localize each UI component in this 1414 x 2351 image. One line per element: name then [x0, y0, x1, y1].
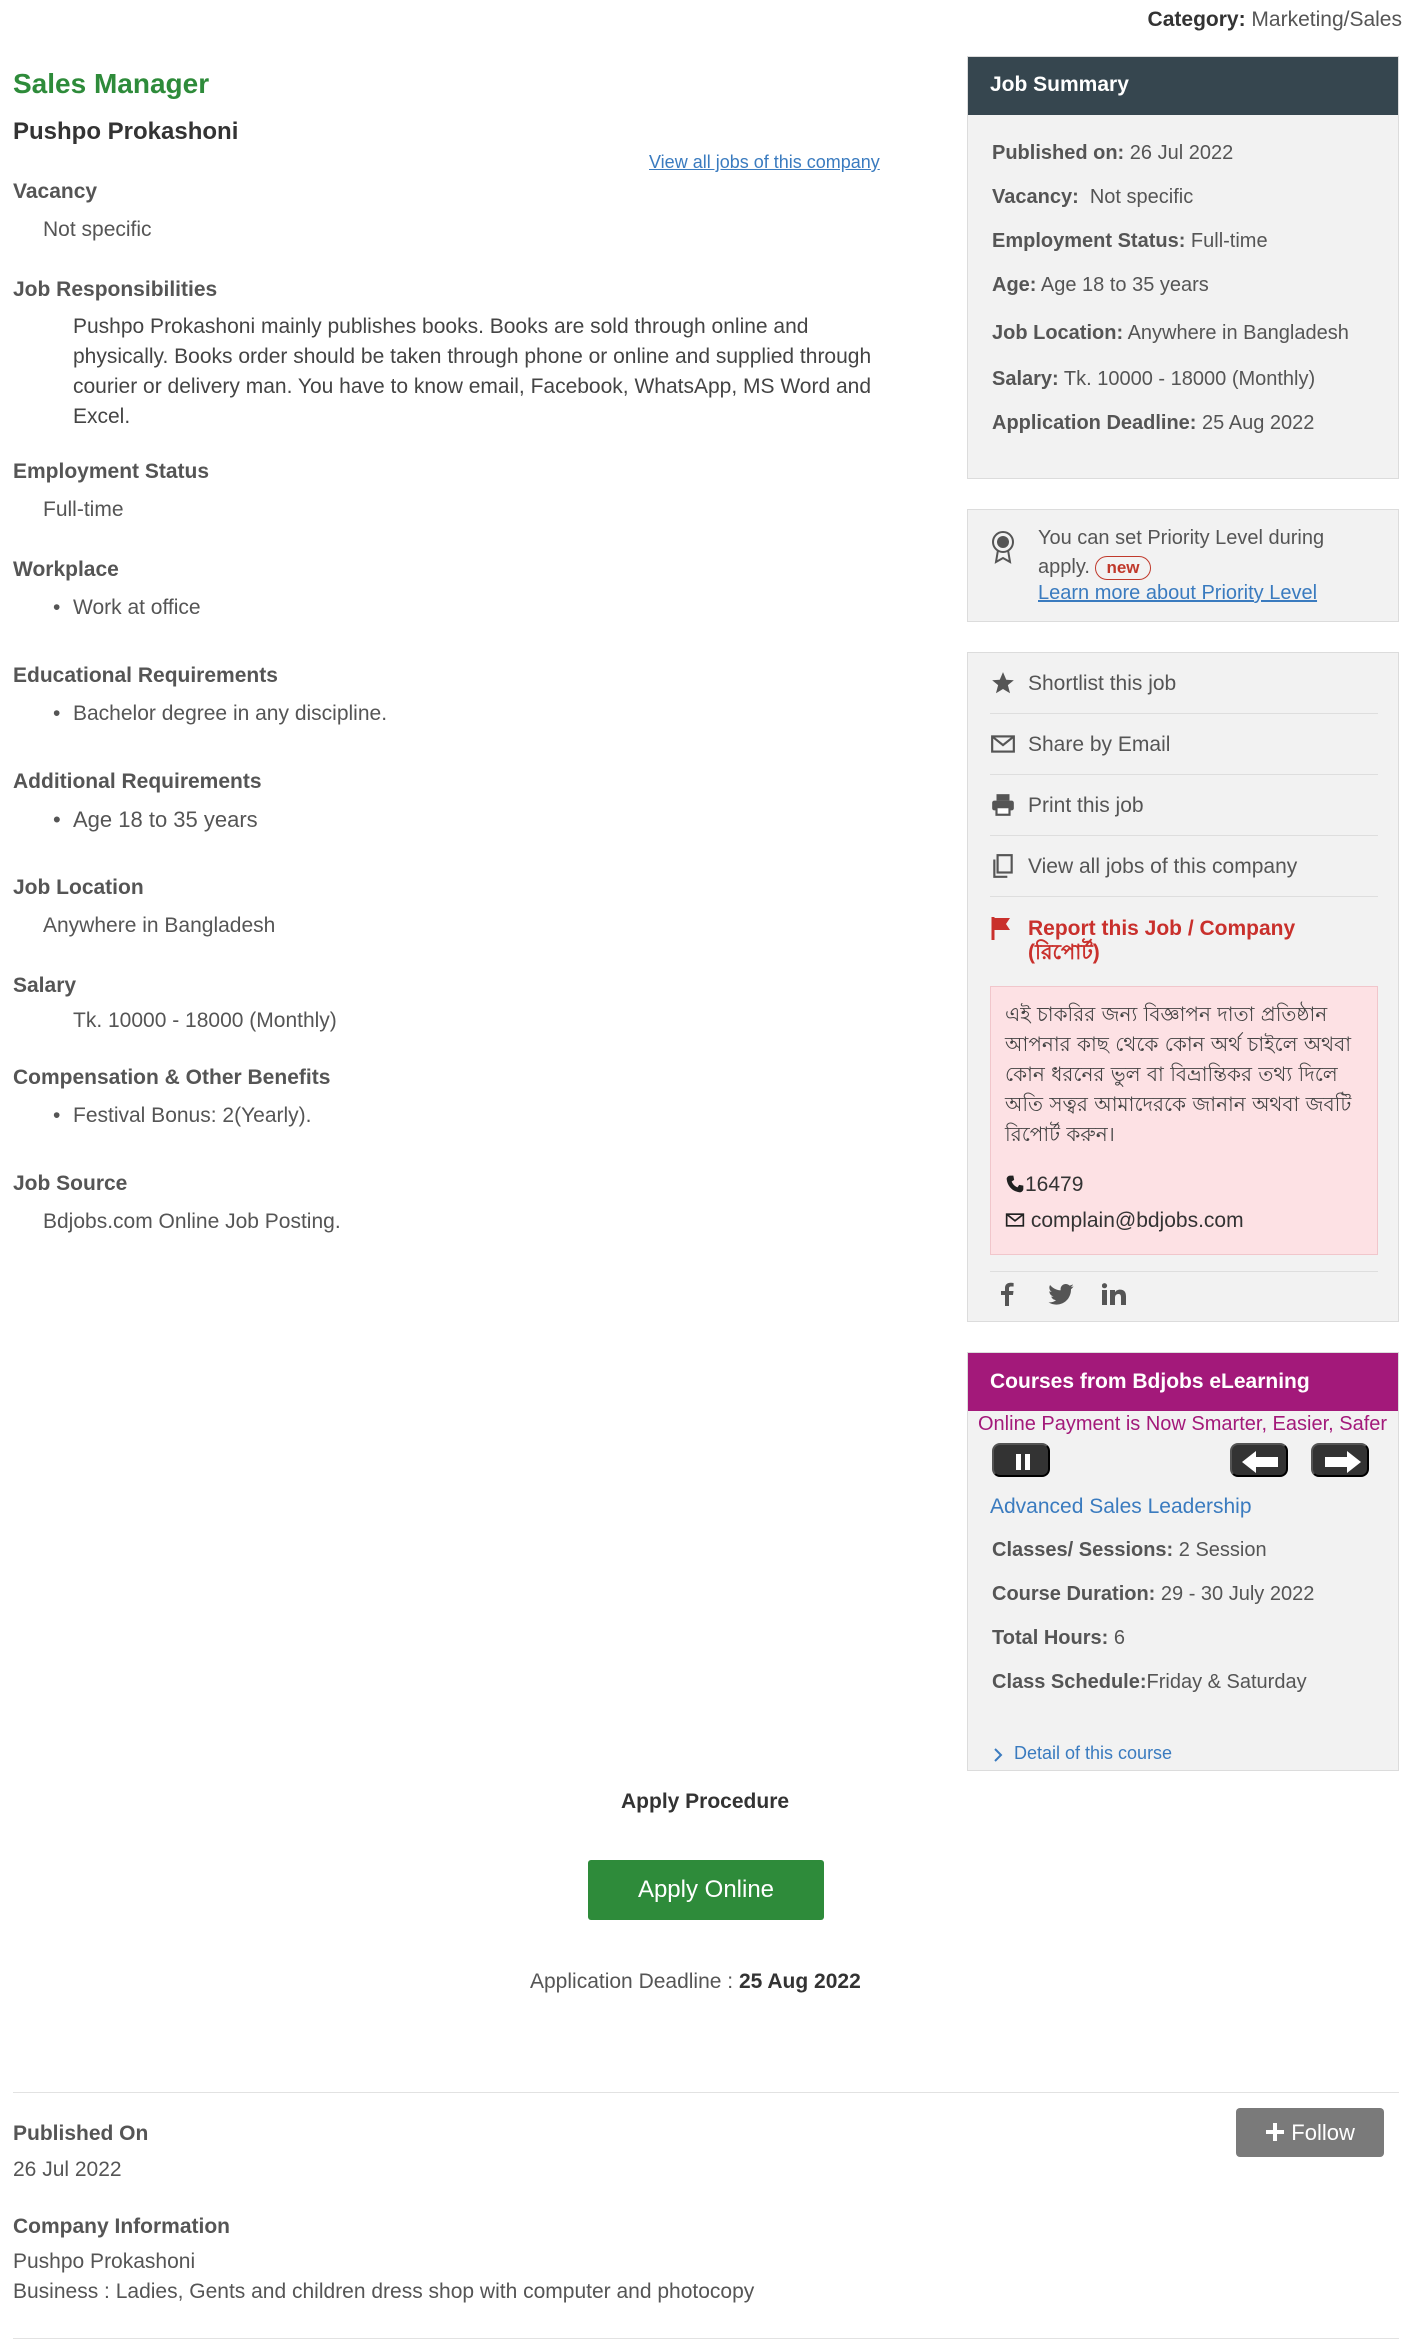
medal-icon	[990, 530, 1016, 564]
priority-learn-more-link[interactable]: Learn more about Priority Level	[1038, 582, 1318, 604]
actions-box: Shortlist this job Share by Email Print this job View all jobs of this company Report this Job / Company (রিপোর্ট) এই চাকরির জন্য বিজ্ঞাপন দাতা প্রতিষ্ঠান আপনার কাছ থেকে কোন অর্থ চাইলে অথবা কোন ধরনের ভুল বা বিভ্রান্তিকর তথ্য দিলে অতি সত্বর আমাদেরকে জানান অথবা জবটি রিপোর্ট করুন। 16479 complain@bdjobs.com	[967, 652, 1399, 1322]
additional-heading: Additional Requirements	[13, 770, 262, 793]
summary-vacancy: Vacancy: Not specific	[992, 186, 1194, 208]
additional-item: • Age 18 to 35 years	[73, 807, 258, 833]
summary-published: Published on: 26 Jul 2022	[992, 142, 1234, 164]
divider	[13, 2092, 1399, 2093]
course-sessions: Classes/ Sessions: 2 Session	[992, 1539, 1267, 1561]
courses-promo-text: Online Payment is Now Smarter, Easier, Safer	[978, 1413, 1388, 1435]
company-business: Business : Ladies, Gents and children dress shop with computer and photocopy	[13, 2280, 755, 2303]
view-all-jobs-link[interactable]: View all jobs of this company	[649, 152, 880, 172]
pause-button[interactable]	[992, 1443, 1050, 1477]
pause-icon	[994, 1445, 1052, 1479]
benefits-item: • Festival Bonus: 2(Yearly).	[73, 1104, 312, 1128]
divider	[13, 2338, 1399, 2339]
summary-employment: Employment Status: Full-time	[992, 230, 1268, 252]
summary-deadline: Application Deadline: 25 Aug 2022	[992, 412, 1315, 434]
twitter-icon[interactable]	[1048, 1284, 1074, 1305]
view-all-jobs-action[interactable]: View all jobs of this company	[990, 836, 1378, 897]
workplace-item: • Work at office	[73, 596, 201, 620]
course-name-link[interactable]: Advanced Sales Leadership	[990, 1495, 1252, 1518]
job-title: Sales Manager	[13, 68, 210, 99]
print-action[interactable]: Print this job	[990, 775, 1378, 836]
arrow-right-icon	[1313, 1445, 1371, 1479]
social-share	[990, 1271, 1378, 1321]
new-badge: new	[1095, 556, 1150, 580]
previous-button[interactable]	[1230, 1443, 1288, 1477]
course-detail-link[interactable]: Detail of this course	[1014, 1743, 1173, 1763]
report-warning-text: এই চাকরির জন্য বিজ্ঞাপন দাতা প্রতিষ্ঠান আপনার কাছ থেকে কোন অর্থ চাইলে অথবা কোন ধরনের ভুল বা বিভ্রান্তিকর তথ্য দিলে অতি সত্বর আমাদেরকে জানান অথবা জবটি রিপোর্ট করুন।	[1005, 1002, 1352, 1146]
responsibilities-heading: Job Responsibilities	[13, 278, 218, 301]
mail-icon	[990, 731, 1016, 757]
facebook-icon[interactable]	[1000, 1282, 1014, 1306]
published-on-value: 26 Jul 2022	[13, 2158, 122, 2181]
source-heading: Job Source	[13, 1172, 128, 1195]
category	[1148, 8, 1402, 32]
vacancy-value: Not specific	[43, 218, 152, 241]
priority-text: You can set Priority Level during apply. new	[1038, 527, 1325, 578]
workplace-heading: Workplace	[13, 558, 119, 581]
salary-heading: Salary	[13, 974, 77, 997]
vacancy-heading: Vacancy	[13, 180, 98, 203]
location-value: Anywhere in Bangladesh	[43, 914, 276, 937]
apply-procedure-heading: Apply Procedure	[621, 1790, 790, 1813]
copy-icon	[990, 853, 1016, 879]
summary-age: Age: Age 18 to 35 years	[992, 274, 1209, 296]
courses-box	[967, 1352, 1399, 1771]
employment-status-value: Full-time	[43, 498, 124, 521]
report-phone: 16479	[1005, 1173, 1083, 1197]
course-duration: Course Duration: 29 - 30 July 2022	[992, 1583, 1315, 1605]
company-info-heading: Company Information	[13, 2215, 231, 2238]
category-label: Category:	[1147, 8, 1246, 31]
courses-title: Courses from Bdjobs eLearning	[968, 1353, 1398, 1411]
company-name: Pushpo Prokashoni	[13, 118, 239, 145]
apply-online-button[interactable]: Apply Online	[588, 1860, 824, 1920]
summary-salary: Salary: Tk. 10000 - 18000 (Monthly)	[992, 368, 1316, 390]
application-deadline: Application Deadline : 25 Aug 2022	[530, 1970, 861, 1993]
published-on-heading: Published On	[13, 2122, 149, 2145]
linkedin-icon[interactable]	[1102, 1283, 1126, 1305]
education-item: • Bachelor degree in any discipline.	[73, 702, 387, 726]
report-warning-box	[990, 986, 1378, 1255]
course-schedule: Class Schedule:Friday & Saturday	[992, 1671, 1307, 1693]
salary-value: Tk. 10000 - 18000 (Monthly)	[73, 1009, 337, 1032]
job-summary-title: Job Summary	[968, 57, 1398, 115]
job-summary-box	[967, 56, 1399, 479]
flag-icon	[990, 915, 1014, 941]
printer-icon	[990, 792, 1016, 818]
plus-icon	[1265, 2122, 1285, 2142]
phone-icon	[1005, 1174, 1025, 1194]
employment-status-heading: Employment Status	[13, 460, 210, 483]
benefits-heading: Compensation & Other Benefits	[13, 1066, 331, 1089]
category-value: Marketing/Sales	[1251, 8, 1402, 31]
mail-icon	[1005, 1211, 1025, 1229]
company-info-name: Pushpo Prokashoni	[13, 2250, 196, 2273]
priority-box	[967, 509, 1399, 622]
arrow-left-icon	[1232, 1445, 1290, 1479]
course-hours: Total Hours: 6	[992, 1627, 1125, 1649]
shortlist-action[interactable]: Shortlist this job	[990, 653, 1378, 714]
summary-location: Job Location: Anywhere in Bangladesh	[992, 322, 1349, 344]
source-value: Bdjobs.com Online Job Posting.	[43, 1210, 341, 1233]
location-heading: Job Location	[13, 876, 144, 899]
chevron-right-icon	[992, 1747, 1004, 1763]
report-email[interactable]: complain@bdjobs.com	[1005, 1209, 1244, 1233]
education-heading: Educational Requirements	[13, 664, 278, 687]
star-icon	[990, 670, 1016, 696]
responsibilities-text: Pushpo Prokashoni mainly publishes books. Books are sold through online and physically. Books order should be taken through phone or online and supplied through courier or delivery man. You have to know email, Facebook, WhatsApp, MS Word and Excel.	[73, 315, 872, 428]
next-button[interactable]	[1311, 1443, 1369, 1477]
share-email-action[interactable]: Share by Email	[990, 714, 1378, 775]
follow-button[interactable]: Follow	[1236, 2108, 1384, 2157]
